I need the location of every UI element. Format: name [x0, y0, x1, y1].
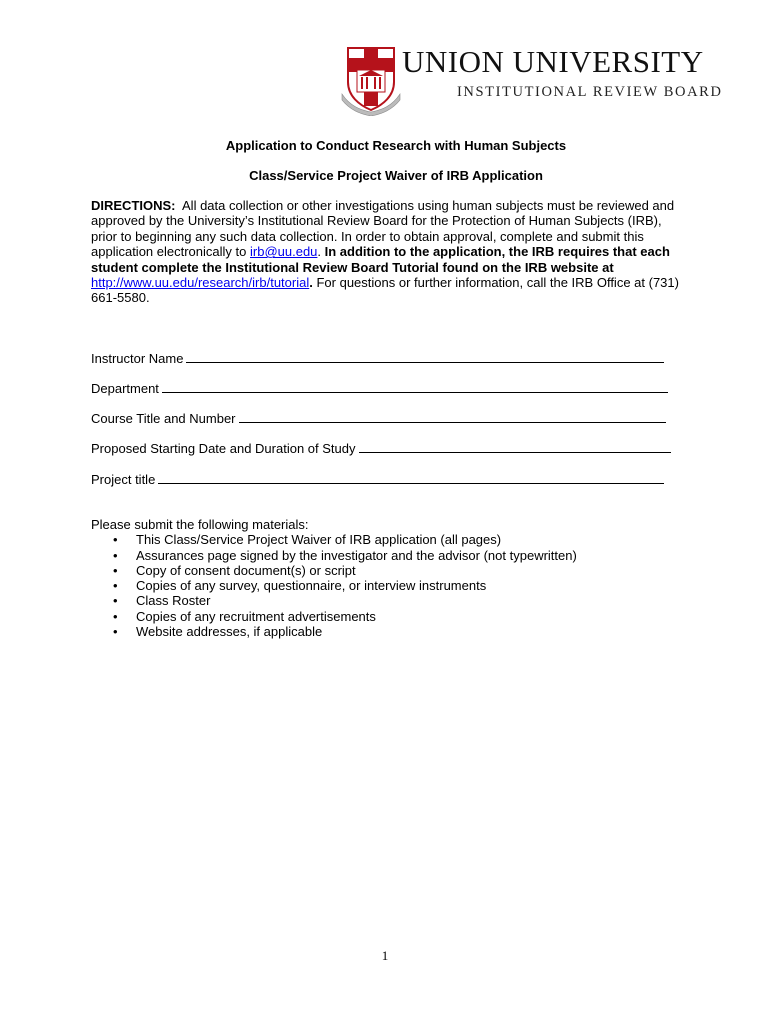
department-input-line[interactable]	[162, 380, 668, 393]
course-title-input-line[interactable]	[239, 410, 666, 423]
field-label: Project title	[91, 472, 156, 487]
bullet-icon: •	[113, 532, 118, 548]
directions-paragraph: DIRECTIONS: All data collection or other investigations using human subjects must be reviewed and approved by the University’s Institutional Review Board for the Protection of Human Subjects (IRB), prior to beginning any such data collection. In order to obtain approval, complete and submit this application electronically to irb@uu.edu. In addition to the application, the IRB requires that each student complete the Institutional Review Board Tutorial found on the IRB website at http://www.uu.edu/research/irb/tutorial. For questions or further information, call the IRB Office at (731) 661-5580.	[91, 198, 679, 306]
start-date-duration-field	[91, 440, 671, 456]
bullet-icon: •	[113, 624, 118, 640]
list-item: • Copies of any survey, questionnaire, or interview instruments	[113, 578, 487, 594]
field-label: Proposed Starting Date and Duration of Study	[91, 441, 356, 456]
project-title-field	[91, 471, 664, 487]
directions-text: All data collection or other investigations using human subjects must be reviewed and approved by the University’s Institutional Review Board for the Protection of Human Subjects (IRB), prior to beginning any such data collection. In order to obtain approval, complete and submit this application electronically to	[91, 198, 675, 260]
field-label: Department	[91, 381, 159, 396]
project-title-input-line[interactable]	[158, 471, 664, 484]
page-number: 1	[381, 948, 389, 963]
directions-label: DIRECTIONS:	[91, 198, 176, 213]
tutorial-url-link[interactable]: http://www.uu.edu/research/irb/tutorial	[91, 275, 310, 291]
materials-list	[91, 532, 577, 639]
course-title-field	[91, 410, 666, 426]
list-item: • Copy of consent document(s) or script	[113, 562, 356, 578]
instructor-name-field	[91, 350, 664, 366]
union-university-logo	[340, 40, 723, 116]
bullet-icon: •	[113, 547, 118, 563]
materials-section	[91, 517, 577, 639]
bullet-icon: •	[113, 562, 118, 578]
bullet-icon: •	[113, 593, 118, 609]
department-field	[91, 380, 668, 396]
list-item: • Website addresses, if applicable	[113, 624, 323, 640]
field-label: Instructor Name	[91, 351, 184, 366]
materials-intro: Please submit the following materials:	[91, 517, 309, 532]
tutorial-requirement: In addition to the application, the IRB requires that each student complete the Institutional Review Board Tutorial found on the IRB website at	[91, 244, 670, 275]
page-title: Application to Conduct Research with Human Subjects	[225, 138, 567, 153]
list-item: • This Class/Service Project Waiver of IRB application (all pages)	[113, 532, 502, 548]
bullet-icon: •	[113, 578, 118, 594]
field-label: Course Title and Number	[91, 411, 236, 426]
contact-text: For questions or further information, call the IRB Office at (731) 661-5580.	[91, 275, 679, 306]
start-date-duration-input-line[interactable]	[359, 440, 671, 453]
irb-email-link[interactable]: irb@uu.edu	[250, 244, 318, 260]
page-subtitle: Class/Service Project Waiver of IRB Application	[249, 168, 543, 183]
board-name: INSTITUTIONAL REVIEW BOARD	[457, 84, 723, 100]
university-crest-icon	[340, 44, 402, 116]
list-item: • Assurances page signed by the investigator and the advisor (not typewritten)	[113, 547, 577, 563]
list-item: • Class Roster	[113, 593, 211, 609]
bullet-icon: •	[113, 608, 118, 624]
university-name: UNION UNIVERSITY	[402, 44, 704, 79]
list-item: • Copies of any recruitment advertisements	[113, 608, 376, 624]
instructor-name-input-line[interactable]	[186, 350, 664, 363]
